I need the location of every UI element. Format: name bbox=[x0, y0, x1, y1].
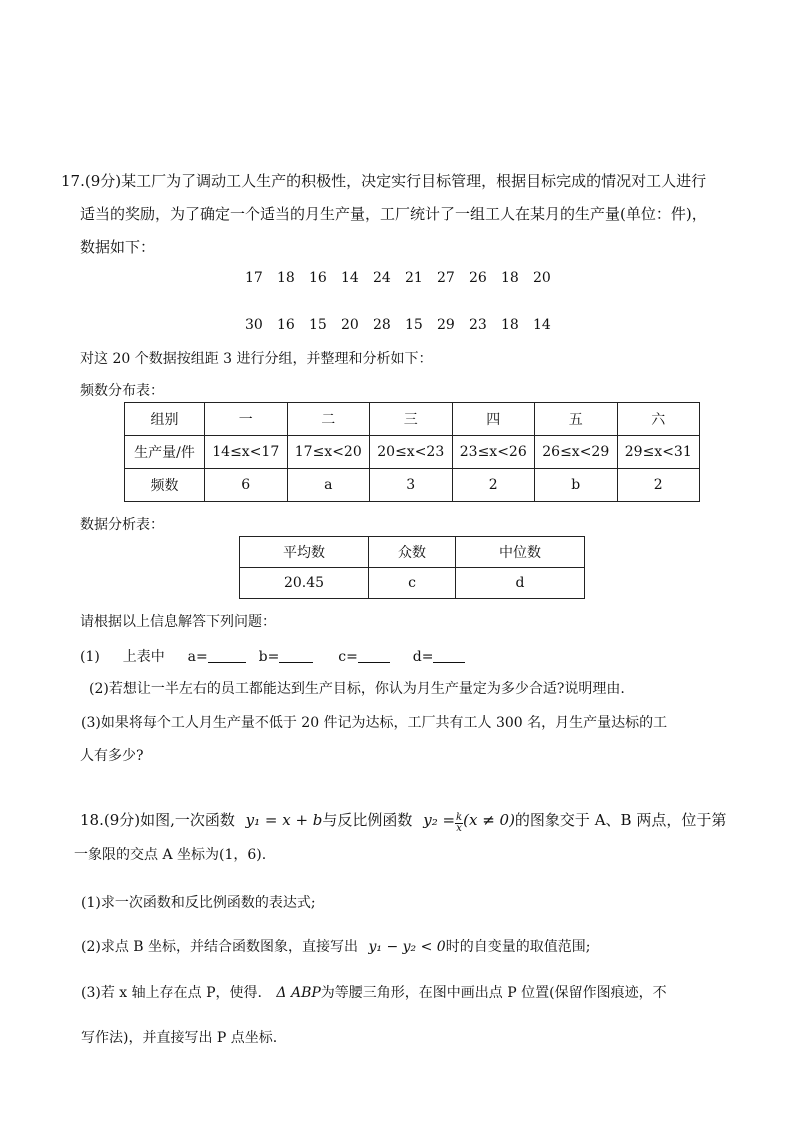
answer-blank-d[interactable] bbox=[433, 648, 465, 663]
q18-sub-question-3 bbox=[81, 983, 667, 1003]
table-cell: 五 bbox=[535, 403, 618, 436]
q18-sub-question-3-line2: 写作法)，并直接写出 P 点坐标. bbox=[81, 1030, 278, 1046]
group-text: 对这 20 个数据按组距 3 进行分组，并整理和分析如下： bbox=[80, 351, 433, 367]
table-cell: 组别 bbox=[125, 403, 205, 436]
data-value: 18 bbox=[501, 270, 519, 286]
freq-table-title: 频数分布表： bbox=[80, 383, 164, 399]
linear-function-formula: y₁ = x + b bbox=[245, 811, 323, 829]
data-value: 29 bbox=[437, 317, 455, 333]
sub-question-3-line1: (3)如果将每个工人月生产量不低于 20 件记为达标，工厂共有工人 300 名，月生产量达标的工 bbox=[81, 715, 668, 731]
answer-blank-a[interactable] bbox=[208, 648, 246, 663]
table-cell: 2 bbox=[617, 469, 700, 502]
analysis-table bbox=[239, 536, 585, 599]
sub-question-2: (2)若想让一半左右的员工都能达到生产目标，你认为月生产量定为多少合适?说明理由. bbox=[89, 681, 625, 697]
table-cell: 平均数 bbox=[240, 537, 369, 568]
sub-question-1 bbox=[80, 647, 465, 667]
data-row-1 bbox=[245, 270, 565, 286]
q18-line1 bbox=[80, 810, 726, 834]
table-cell: 14≤x<17 bbox=[205, 436, 288, 469]
table-cell: 29≤x<31 bbox=[617, 436, 700, 469]
table-cell: 三 bbox=[370, 403, 453, 436]
answer-blank-b[interactable] bbox=[279, 648, 313, 663]
frequency-table bbox=[124, 402, 700, 502]
data-value: 18 bbox=[501, 317, 519, 333]
q18-sub3-text: (3)若 x 轴上存在点 P，使得. bbox=[81, 985, 262, 1001]
table-cell: 17≤x<20 bbox=[287, 436, 370, 469]
q18-sub2-end: 时的自变量的取值范围; bbox=[445, 939, 591, 955]
sub1-b-label: b= bbox=[258, 649, 280, 665]
table-cell: 中位数 bbox=[456, 537, 585, 568]
table-cell: 6 bbox=[205, 469, 288, 502]
table-cell: 26≤x<29 bbox=[535, 436, 618, 469]
data-value: 27 bbox=[437, 270, 455, 286]
table-row bbox=[240, 568, 585, 599]
data-value: 23 bbox=[469, 317, 487, 333]
table-cell: b bbox=[535, 469, 618, 502]
answer-blank-c[interactable] bbox=[358, 648, 390, 663]
sub1-a-label: a= bbox=[187, 649, 208, 665]
q18-sub-question-2 bbox=[81, 937, 590, 957]
data-value: 26 bbox=[469, 270, 487, 286]
data-value: 17 bbox=[245, 270, 263, 286]
table-cell: 一 bbox=[205, 403, 288, 436]
inverse-function-lhs: y₂ = bbox=[423, 811, 456, 829]
q17-line3: 数据如下： bbox=[80, 238, 156, 256]
q18-line2: 一象限的交点 A 坐标为(1，6). bbox=[74, 847, 267, 863]
table-cell: a bbox=[287, 469, 370, 502]
sub-question-3-line2: 人有多少? bbox=[80, 748, 144, 764]
sub1-number: (1) bbox=[80, 649, 100, 665]
table-cell: 生产量/件 bbox=[125, 436, 205, 469]
inequality-formula: y₁ − y₂ < 0 bbox=[368, 939, 446, 955]
sub1-c-label: c= bbox=[338, 649, 358, 665]
q18-line1-end: 的图象交于 A、B 两点，位于第 bbox=[514, 811, 727, 829]
data-value: 24 bbox=[373, 270, 391, 286]
data-value: 16 bbox=[277, 317, 295, 333]
triangle-formula: Δ ABP bbox=[276, 985, 321, 1001]
data-value: 14 bbox=[341, 270, 359, 286]
fraction-k-over-x bbox=[455, 813, 463, 834]
table-cell: 20.45 bbox=[240, 568, 369, 599]
table-row bbox=[125, 436, 700, 469]
table-cell: 四 bbox=[452, 403, 535, 436]
table-row bbox=[125, 403, 700, 436]
table-cell: 频数 bbox=[125, 469, 205, 502]
q18-intro: 18.(9分)如图,一次函数 bbox=[80, 811, 235, 829]
q18-sub3-mid: 为等腰三角形，在图中画出点 P 位置(保留作图痕迹，不 bbox=[320, 985, 667, 1001]
table-cell: 众数 bbox=[369, 537, 456, 568]
q18-sub-question-1: (1)求一次函数和反比例函数的表达式; bbox=[81, 895, 316, 911]
analysis-table-title: 数据分析表： bbox=[80, 517, 164, 533]
table-cell: d bbox=[456, 568, 585, 599]
data-value: 16 bbox=[309, 270, 327, 286]
table-cell: 20≤x<23 bbox=[370, 436, 453, 469]
table-cell: c bbox=[369, 568, 456, 599]
table-cell: 二 bbox=[287, 403, 370, 436]
data-value: 30 bbox=[245, 317, 263, 333]
data-value: 14 bbox=[533, 317, 551, 333]
q18-connector: 与反比例函数 bbox=[322, 811, 413, 829]
data-value: 21 bbox=[405, 270, 423, 286]
prompt-text: 请根据以上信息解答下列问题： bbox=[80, 614, 276, 630]
data-value: 15 bbox=[309, 317, 327, 333]
q18-sub2-text: (2)求点 B 坐标，并结合函数图象，直接写出 bbox=[81, 939, 359, 955]
table-row bbox=[240, 537, 585, 568]
data-value: 20 bbox=[533, 270, 551, 286]
table-cell: 23≤x<26 bbox=[452, 436, 535, 469]
q17-line1: 17.(9分)某工厂为了调动工人生产的积极性，决定实行目标管理，根据目标完成的情况对工人进行 bbox=[61, 172, 707, 190]
data-value: 15 bbox=[405, 317, 423, 333]
table-cell: 六 bbox=[617, 403, 700, 436]
data-value: 18 bbox=[277, 270, 295, 286]
fraction-numerator: k bbox=[456, 812, 463, 823]
table-cell: 2 bbox=[452, 469, 535, 502]
data-value: 28 bbox=[373, 317, 391, 333]
data-row-2 bbox=[245, 317, 565, 333]
fraction-denominator: x bbox=[456, 823, 462, 834]
table-cell: 3 bbox=[370, 469, 453, 502]
data-value: 20 bbox=[341, 317, 359, 333]
q17-line2: 适当的奖励，为了确定一个适当的月生产量，工厂统计了一组工人在某月的生产量(单位：件)， bbox=[80, 205, 707, 223]
sub1-text: 上表中 bbox=[122, 649, 165, 665]
sub1-d-label: d= bbox=[412, 649, 434, 665]
domain-condition: (x ≠ 0) bbox=[463, 811, 515, 829]
table-row bbox=[125, 469, 700, 502]
